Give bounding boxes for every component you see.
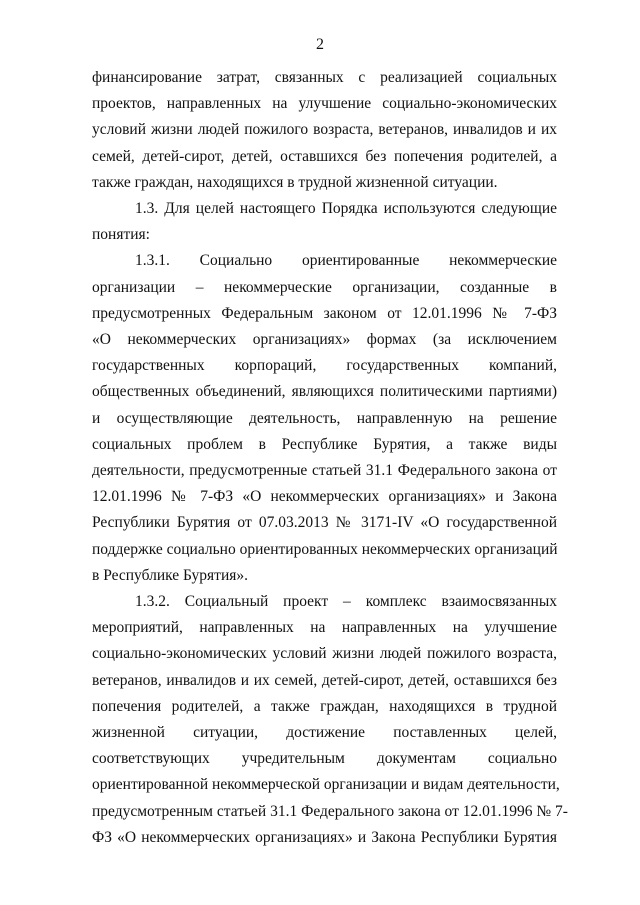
text-line: «О некоммерческих организациях» формах (за исключением [92, 331, 557, 349]
text-line: деятельности, предусмотренные статьей 31.1 Федерального закона от [92, 462, 557, 480]
text-line: также граждан, находящихся в трудной жизненной ситуации. [92, 173, 498, 191]
text-line: предусмотренных Федеральным законом от 12.01.1996 № 7-ФЗ [92, 304, 557, 322]
text-line: организации – некоммерческие организации, созданные в [92, 278, 557, 296]
text-line: общественных объединений, являющихся политическими партиями) [92, 383, 557, 401]
text-line: предусмотренным статьей 31.1 Федерального закона от 12.01.1996 № 7- [92, 802, 568, 820]
page-number: 2 [316, 36, 324, 53]
text-line: поддержке социально ориентированных некоммерческих организаций [92, 540, 558, 558]
text-line: 1.3.1. Социально ориентированные некоммерческие [135, 252, 557, 270]
text-line: 1.3. Для целей настоящего Порядка используются следующие [135, 200, 557, 218]
text-line: в Республике Бурятия». [92, 566, 248, 584]
text-line: жизненной ситуации, достижение поставленных целей, [92, 724, 557, 742]
text-line: и осуществляющие деятельность, направленную на решение [92, 409, 557, 427]
text-line: условий жизни людей пожилого возраста, ветеранов, инвалидов и их [92, 121, 557, 139]
text-line: социально-экономических условий жизни людей пожилого возраста, [92, 645, 557, 663]
text-line: 1.3.2. Социальный проект – комплекс взаимосвязанных [135, 593, 557, 611]
text-line: соответствующих учредительным документам социально [92, 750, 557, 768]
text-line: ветеранов, инвалидов и их семей, детей-сирот, детей, оставшихся без [92, 671, 557, 689]
text-line: проектов, направленных на улучшение социально-экономических [92, 95, 557, 113]
text-line: мероприятий, направленных на направленных на улучшение [92, 619, 557, 637]
text-line: понятия: [92, 226, 150, 244]
text-line: Республики Бурятия от 07.03.2013 № 3171-IV «О государственной [92, 514, 557, 532]
text-line: социальных проблем в Республике Бурятия, а также виды [92, 435, 557, 453]
text-line: попечения родителей, а также граждан, находящихся в трудной [92, 697, 557, 715]
text-line: государственных корпораций, государственных компаний, [92, 357, 557, 375]
text-line: семей, детей-сирот, детей, оставшихся без попечения родителей, а [92, 147, 557, 165]
document-body [92, 65, 568, 851]
text-line: ФЗ «О некоммерческих организациях» и Закона Республики Бурятия [92, 828, 557, 846]
text-line: финансирование затрат, связанных с реализацией социальных [92, 69, 557, 86]
text-line: 12.01.1996 № 7-ФЗ «О некоммерческих организациях» и Закона [92, 488, 557, 506]
text-line: ориентированной некоммерческой организации и видам деятельности, [92, 776, 560, 794]
